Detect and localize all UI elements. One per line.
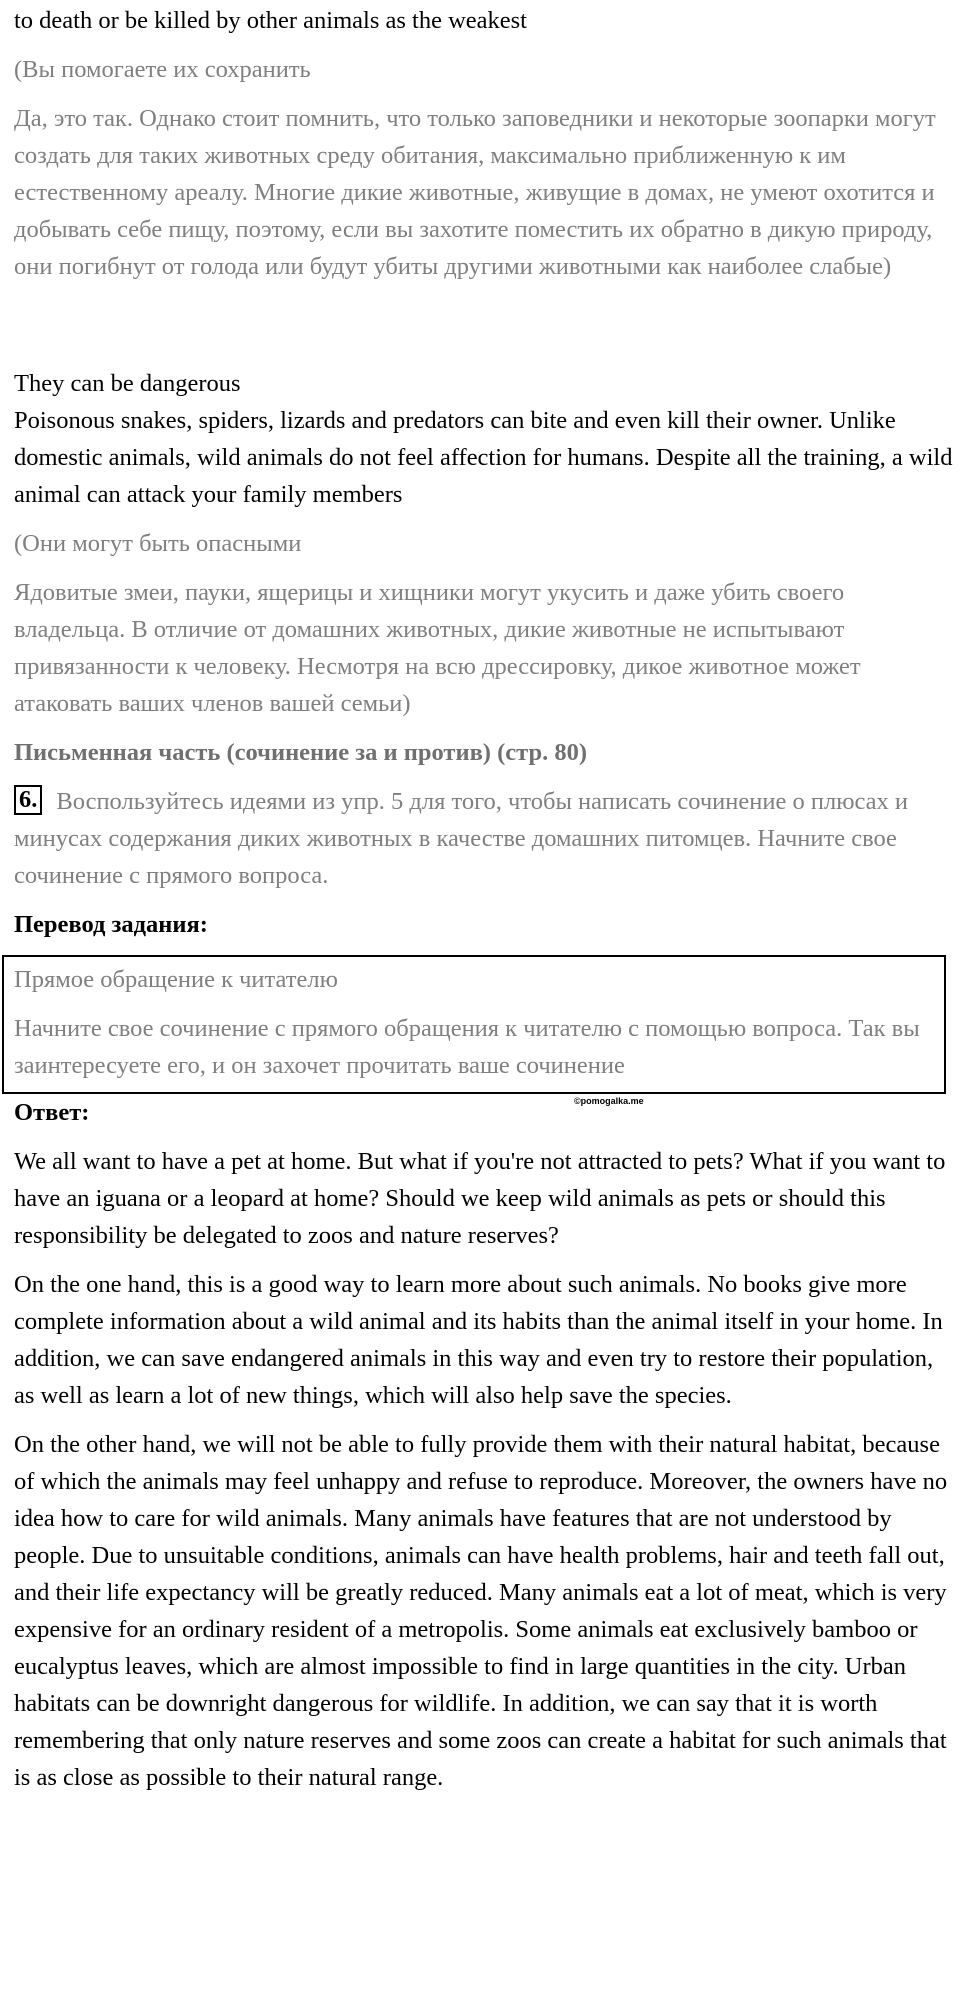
answer-paragraph-1: We all want to have a pet at home. But what if you're not attracted to pets? What if you want to have an iguana or a leopard at home? Should we keep wild animals as pets or should this responsibility be delegated to zoos and nature reserves?	[14, 1148, 946, 1249]
translation-box	[2, 955, 946, 1094]
translation-box-title: Прямое обращение к читателю	[14, 966, 338, 993]
english-paragraph-dangerous: Poisonous snakes, spiders, lizards and predators can bite and even kill their owner. Unlike domestic animals, wild animals do not feel affection for humans. Despite all the training, a wild animal can attack your family members	[14, 407, 953, 508]
answer-paragraph-2: On the one hand, this is a good way to learn more about such animals. No books give more complete information about a wild animal and its habits than the animal itself in your home. In addition, we can save endangered animals in this way and even try to restore their population, as well as learn a lot of new things, which will also help save the species.	[14, 1271, 943, 1409]
task-text: Воспользуйтесь идеями из упр. 5 для того, чтобы написать сочинение о плюсах и минусах содержания диких животных в качестве домашних питомцев. Начните свое сочинение с прямого вопроса.	[14, 788, 909, 889]
russian-heading-save: (Вы помогаете их сохранить	[14, 56, 311, 83]
english-heading-dangerous: They can be dangerous	[14, 370, 241, 397]
translation-label: Перевод задания:	[14, 911, 208, 938]
russian-heading-dangerous: (Они могут быть опасными	[14, 530, 302, 557]
russian-paragraph-save: Да, это так. Однако стоит помнить, что только заповедники и некоторые зоопарки могут создать для таких животных среду обитания, максимально приближенную к им естественному ареалу. Многие дикие животные, живущие в домах, не умеют охотится и добывать себе пищу, поэтому, если вы захотите поместить их обратно в дикую природу, они погибнут от голода или будут убиты другими животными как наиболее слабые)	[14, 105, 936, 280]
english-line-weakest: to death or be killed by other animals as the weakest	[14, 7, 527, 34]
task-paragraph	[14, 783, 954, 894]
answer-paragraph-3: On the other hand, we will not be able to fully provide them with their natural habitat, because of which the animals may feel unhappy and refuse to reproduce. Moreover, the owners have no idea how to care for wild animals. Many animals have features that are not understood by people. Due to unsuitable conditions, animals can have health problems, hair and teeth fall out, and their life expectancy will be greatly reduced. Many animals eat a lot of meat, which is very expensive for an ordinary resident of a metropolis. Some animals eat exclusively bamboo or eucalyptus leaves, which are almost impossible to find in large quantities in the city. Urban habitats can be downright dangerous for wildlife. In addition, we can say that it is worth remembering that only nature reserves and some zoos can create a habitat for such animals that is as close as possible to their natural range.	[14, 1431, 948, 1791]
task-number-badge: 6.	[14, 785, 42, 815]
translation-box-text: Начните свое сочинение с прямого обращения к читателю с помощью вопроса. Так вы заинтересуете его, и он захочет прочитать ваше сочинение	[14, 1015, 920, 1079]
answer-label: Ответ:	[14, 1099, 90, 1126]
document-page	[14, 2, 954, 1796]
russian-paragraph-dangerous: Ядовитые змеи, пауки, ящерицы и хищники могут укусить и даже убить своего владельца. В отличие от домашних животных, дикие животные не испытывают привязанности к человеку. Несмотря на всю дрессировку, дикое животное может атаковать ваших членов вашей семьи)	[14, 579, 861, 717]
answer-row	[14, 1094, 954, 1131]
watermark: ©pomogalka.me	[574, 1096, 644, 1106]
section-title: Письменная часть (сочинение за и против) (стр. 80)	[14, 739, 587, 766]
